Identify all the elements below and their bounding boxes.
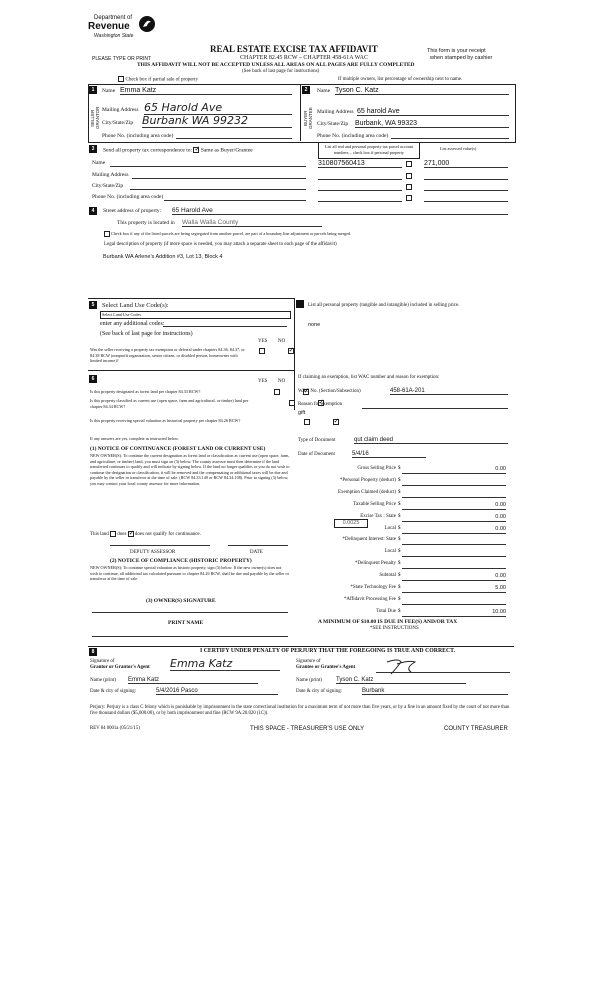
same-as-buyer-label: Same as Buyer/Grantee: [200, 147, 253, 154]
right-bottom-divider: [294, 298, 295, 410]
tax-row-value[interactable]: [402, 549, 506, 557]
parcel-header: List all real and personal property tax parcel account numbers – check box if personal property: [318, 142, 420, 159]
tax-row-dollar: $: [398, 573, 401, 579]
tax-row-label: Exemption Claimed (deduct): [337, 489, 396, 495]
s3-mailing-label: Mailing Address: [92, 172, 129, 178]
dept-line1: Department of: [94, 15, 133, 21]
tax-row-label: *Delinquent Interest: State: [342, 537, 396, 543]
same-as-buyer-checkbox[interactable]: [193, 147, 199, 153]
tax-row-dollar: $: [398, 513, 401, 519]
section-6-number: 6: [89, 375, 97, 383]
deputy-date-line[interactable]: [228, 545, 288, 546]
parcel-number-field[interactable]: [318, 190, 402, 191]
additional-codes-label: enter any additional codes:: [100, 321, 165, 327]
wac-number-field[interactable]: 458-61A-201: [390, 388, 508, 395]
assessed-value-field[interactable]: [424, 201, 508, 202]
grantor-name-label: Name (print): [90, 678, 116, 683]
tax-row-value[interactable]: 5.00: [402, 585, 506, 593]
tax-row-label: *Personal Property (deduct): [339, 477, 396, 483]
continuance-row: [90, 531, 201, 537]
seller-mailing-row: [102, 101, 292, 114]
section-5-number: 5: [89, 301, 97, 309]
qualify-label: qualify for continuance.: [152, 532, 201, 538]
s3-name-field[interactable]: [110, 166, 306, 167]
parcel-personal-checkbox[interactable]: [406, 184, 412, 190]
segregated-checkbox[interactable]: [104, 231, 110, 237]
buyer-phone-field[interactable]: [391, 138, 509, 139]
revenue-logo-icon: [138, 15, 156, 33]
print-note: PLEASE TYPE OR PRINT: [92, 56, 152, 62]
seller-phone-field[interactable]: [176, 138, 292, 139]
historic-yes-checkbox[interactable]: [304, 419, 310, 425]
form-chapter: CHAPTER 82.45 RCW – CHAPTER 458-61A WAC: [240, 55, 368, 61]
tax-row-value[interactable]: [402, 490, 506, 498]
grantor-date-field[interactable]: 5/4/2016 Pasco: [156, 688, 278, 695]
doc-type-label: Type of Document: [298, 438, 336, 443]
s3-phone-label: Phone No. (including area code): [92, 194, 164, 200]
tax-row-value[interactable]: 0.00: [402, 573, 506, 581]
left-bottom-divider: [88, 298, 294, 299]
if-yes-note: If any answers are yes, complete as instructed below.: [90, 436, 179, 441]
local-rate-box[interactable]: 0.0025: [334, 519, 368, 528]
street-label: Street address of property:: [103, 208, 162, 214]
grantee-sig-label-2: Grantee or Grantee's Agent: [296, 665, 356, 670]
tax-row-dollar: $: [398, 585, 401, 590]
rev-number: REV 84 0001a (05/21/15): [90, 726, 140, 731]
partial-sale-row: [118, 76, 198, 82]
tax-row-dollar: $: [398, 608, 401, 614]
dor-logo: [88, 15, 160, 47]
tax-row-value[interactable]: 0.00: [402, 466, 506, 474]
segregated-row: [104, 231, 351, 237]
seller-mailing-label: Mailing Address: [102, 107, 139, 113]
buyer-city-row: [317, 121, 509, 127]
perjury-notice: Perjury: Perjury is a class C felony which is punishable by imprisonment in the state correctional institution for a maximum term of not more than five years, or by a fine in an amount fixed by the court of not more than five thousand dollars ($5,000.00), or by both imprisonment and fine (RCW 9A.20.020 (1C)).: [90, 705, 510, 716]
seller-mailing-field[interactable]: 65 Harold Ave: [144, 101, 292, 115]
print-name-line[interactable]: [92, 636, 288, 637]
legal-label: Legal description of property (if more space is needed, you may attach a separate sheet to each page of the affidavit): [104, 242, 337, 247]
doc-type-field[interactable]: qut claim deed: [354, 437, 508, 444]
buyer-phone-row: [317, 133, 509, 139]
tax-row-dollar: $: [398, 477, 401, 483]
exempt-no-checkbox[interactable]: [288, 348, 294, 354]
located-field[interactable]: Walla Walla County: [182, 219, 322, 227]
s5-yes-header: YES: [258, 339, 268, 344]
buyer-city-field[interactable]: Burbank, WA 99323: [355, 120, 509, 128]
tax-row-value[interactable]: 0.00: [402, 514, 506, 522]
grantee-signature-scribble: [385, 656, 425, 676]
historic-no-checkbox[interactable]: [333, 419, 339, 425]
parcel-personal-checkbox[interactable]: [406, 195, 412, 201]
deputy-date-label: DATE: [250, 550, 263, 555]
land-use-label: Select Land Use Code(s):: [102, 302, 169, 309]
buyer-side-label: BUYER GRANTEE: [303, 107, 313, 129]
tax-row-dollar: $: [398, 561, 401, 567]
parcel-personal-checkbox[interactable]: [406, 161, 412, 167]
tax-row: [298, 526, 510, 535]
section-1-2-divider: [300, 84, 301, 141]
legal-value: Burbank WA Arlene's Addition #3, Lot 13, Block 4: [103, 254, 223, 260]
seller-name-label: Name: [102, 88, 116, 94]
send-correspondence-row: [103, 147, 253, 153]
buyer-city-label: City/State/Zip: [317, 121, 349, 127]
tax-row: [298, 514, 510, 523]
parcel-number-field[interactable]: 310807560413: [318, 160, 402, 168]
tax-row: [298, 573, 510, 582]
buyer-mailing-label: Mailing Address: [317, 109, 354, 115]
current-use-yes-checkbox[interactable]: [289, 400, 295, 406]
grantee-name-field[interactable]: Tyson C. Katz: [336, 677, 466, 684]
parcel-personal-checkbox[interactable]: [406, 173, 412, 179]
tax-row-value[interactable]: [402, 537, 506, 545]
segregated-label: Check box if any of the listed parcels are being segregated from another parcel, are part of a boundary line adjustment or parcels being merged.: [111, 231, 352, 236]
exempt-question: Was the seller receiving a property tax exemption or deferral under chapters 84.36, 84.37, or 84.38 RCW (nonprofit organization, senior citizen, or disabled person, homeowner with limited income)?: [90, 347, 245, 363]
deputy-assessor-label: DEPUTY ASSESSOR: [130, 550, 176, 555]
parcel-row: [318, 160, 508, 169]
tax-row-label: Gross Selling Price: [357, 466, 396, 471]
section-8-number: 8: [89, 648, 97, 656]
tax-row: [298, 585, 510, 594]
seller-phone-label: Phone No. (including area code): [102, 133, 174, 139]
buyer-mailing-row: [317, 109, 509, 115]
s3-city-label: City/State/Zip: [92, 183, 124, 189]
assessed-value-field[interactable]: 271,000: [424, 160, 508, 168]
receipt-note-2: when stamped by cashier: [430, 55, 493, 61]
receipt-note-1: This form is your receipt: [427, 48, 486, 54]
tax-row: [298, 478, 510, 487]
tax-row-dollar: $: [398, 537, 401, 543]
grantor-signature[interactable]: Emma Katz: [170, 657, 280, 671]
forest-question: Is this property designated as forest land per chapter 84.33 RCW?: [90, 389, 201, 394]
seller-city-label: City/State/Zip: [102, 120, 134, 126]
see-instructions-note: *SEE INSTRUCTIONS: [370, 626, 419, 631]
tax-row-label: Local: [384, 549, 396, 555]
tax-row-value[interactable]: [402, 597, 506, 605]
section-1-number: 1: [89, 86, 97, 94]
assessed-header: List assessed value(s): [440, 146, 477, 151]
assessed-value-field[interactable]: [424, 190, 508, 191]
section-2-number: 2: [302, 86, 310, 94]
tax-row-dollar: $: [398, 489, 401, 495]
buyer-name-label: Name: [317, 88, 331, 94]
multiple-owners-note: If multiple owners, list percentage of ownership next to name.: [338, 77, 463, 82]
buyer-name-field[interactable]: Tyson C. Katz: [335, 87, 509, 95]
seller-phone-row: [102, 133, 292, 139]
tax-row-value[interactable]: 0.00: [402, 502, 506, 510]
buyer-name-row: [317, 88, 509, 94]
current-use-question: Is this property classified as current use (open space, farm and agricultural, or timber) land per chapter 84.34 RCW?: [90, 398, 249, 409]
tax-row: [298, 549, 510, 558]
send-correspondence-label: Send all property tax correspondence to:: [103, 147, 193, 154]
section-7-number: [296, 300, 304, 308]
tax-row: [298, 502, 510, 511]
buyer-mailing-field[interactable]: 65 harold Ave: [357, 108, 509, 116]
form-title: REAL ESTATE EXCISE TAX AFFIDAVIT: [210, 44, 378, 54]
does-not-checkbox[interactable]: [128, 531, 134, 537]
minimum-note: A MINIMUM OF $10.00 IS DUE IN FEE(S) AND/OR TAX: [318, 619, 458, 625]
tax-row-dollar: $: [398, 596, 401, 602]
tax-row-label: *State Technology Fee: [350, 585, 396, 590]
dept-line2: Revenue: [88, 21, 130, 32]
tax-row: [298, 561, 510, 570]
street-field[interactable]: 65 Harold Ave: [172, 207, 508, 215]
reason-value: gift: [298, 410, 306, 416]
assessed-value-field[interactable]: [424, 179, 508, 180]
grantor-sig-label-2: Grantor or Grantor's Agent: [90, 665, 150, 670]
print-name-label: PRINT NAME: [168, 620, 204, 626]
grantor-date-label: Date & city of signing:: [90, 689, 137, 694]
tax-row: [298, 597, 510, 606]
s3-mailing-field[interactable]: [132, 178, 306, 179]
does-label: does: [117, 532, 127, 538]
parcel-number-field[interactable]: [318, 179, 402, 180]
wac-number-label: WAC No. (Section/Subsection): [298, 389, 361, 394]
s3-city-field[interactable]: [130, 189, 306, 190]
tax-row: [298, 466, 510, 475]
tax-row: [298, 537, 510, 546]
tax-row-dollar: $: [398, 525, 401, 531]
tax-row-label: Total Due: [376, 608, 396, 614]
tax-row: [298, 609, 510, 618]
tax-row-dollar: $: [398, 466, 401, 471]
parcel-number-field[interactable]: [318, 201, 402, 202]
reason-label: Reason for exemption: [298, 402, 343, 407]
s6-yes-header: YES: [258, 379, 268, 384]
s6-no-header: NO: [278, 379, 286, 384]
treasurer-space: THIS SPACE - TREASURER'S USE ONLY: [250, 726, 365, 732]
tax-row-label: *Delinquent Penalty: [355, 561, 396, 567]
personal-property-label: List all personal property (tangible and intangible) included in selling price.: [308, 303, 460, 308]
section-8-top-line: [88, 646, 514, 647]
notice2-text: NEW OWNER(S): To continue special valuation as historic property, sign (3) below. If the new owner(s) does not wish to continue, all additional tax calculated pursuant to chapter 84.26 RCW, shall be due and payable by the seller or transferor at the time of sale.: [90, 565, 290, 582]
owners-signature-label: (3) OWNER(S) SIGNATURE: [146, 598, 216, 604]
seller-city-field[interactable]: Burbank WA 99232: [142, 114, 292, 128]
doc-date-field[interactable]: 5/4/16: [352, 451, 426, 458]
partial-sale-label: Check box if partial sale of property: [125, 77, 198, 83]
section-3-number: 3: [89, 145, 97, 153]
partial-sale-checkbox[interactable]: [118, 76, 124, 82]
parcel-row: [318, 194, 508, 203]
s3-name-label: Name: [92, 160, 106, 166]
s5-no-header: NO: [278, 339, 286, 344]
owners-signature-line[interactable]: [92, 612, 288, 613]
tax-row-label: Taxable Selling Price: [353, 501, 396, 507]
notice2-title: (2) NOTICE OF COMPLIANCE (HISTORIC PROPERTY): [110, 558, 252, 564]
historic-question: Is this property receiving special valuation as historical property per chapter 84.26 RCW?: [90, 418, 241, 423]
additional-codes-field[interactable]: [163, 326, 287, 327]
see-back-note: (See back of last page for instructions): [242, 69, 320, 74]
s3-phone-field[interactable]: [164, 200, 306, 201]
exempt-yes-checkbox[interactable]: [259, 348, 265, 354]
tax-row-value[interactable]: [402, 478, 506, 486]
tax-row: [298, 490, 510, 499]
tax-row-dollar: $: [398, 549, 401, 555]
does-checkbox[interactable]: [110, 531, 116, 537]
tax-row-dollar: $: [398, 501, 401, 507]
tax-row-label: *Affidavit Processing Fee: [343, 596, 396, 602]
tax-row-value[interactable]: 0.00: [402, 526, 506, 534]
county-treasurer: COUNTY TREASURER: [444, 726, 508, 732]
land-use-select[interactable]: Select Land Use Codes: [100, 311, 291, 319]
located-label: This property is located in: [117, 220, 175, 226]
tax-row-value[interactable]: 10.00: [402, 609, 506, 617]
tax-row-label: Subtotal: [379, 573, 396, 579]
s6-top-divider: [88, 370, 294, 371]
notice1-title: (1) NOTICE OF CONTINUANCE (FOREST LAND OR CURRENT USE): [90, 446, 266, 452]
deputy-assessor-line[interactable]: [110, 545, 210, 546]
personal-property-value: none: [308, 322, 321, 328]
wac-claim-label: If claiming an exemption, list WAC number and reason for exemption:: [298, 375, 440, 380]
notice1-text: NEW OWNER(S): To continue the current designation as forest land or classification as current use (open space, farm, and agriculture, or timber) land, you must sign on (3) below. The county assessor must then determine if the land transferred continues to qualify and will indicate by signing below. If the land no longer qualifies or you do not wish to continue the designation or classification, it will be removed and the compensating or additional taxes will be due and payable by the seller or transferor at the time of sale. (RCW 84.33.140 or RCW 84.34.108). Prior to signing (3) below, you may contact your local county assessor for more information.: [90, 453, 290, 486]
section-4-number: 4: [89, 207, 97, 215]
grantee-date-field[interactable]: Burbank: [362, 688, 508, 695]
tax-row-label: Local: [384, 525, 396, 531]
reason-field[interactable]: [362, 408, 508, 409]
grantor-name-field[interactable]: Emma Katz: [128, 677, 258, 684]
buyer-phone-label: Phone No. (including area code): [317, 133, 389, 139]
parcel-row: [318, 172, 508, 181]
does-not-label: does not: [134, 532, 152, 538]
seller-name-field[interactable]: Emma Katz: [120, 87, 292, 95]
land-use-see-back: (See back of last page for instructions): [100, 331, 193, 337]
this-land-label: This land: [90, 532, 109, 538]
grantee-date-label: Date & city of signing:: [296, 689, 343, 694]
tax-row-value[interactable]: [402, 561, 506, 569]
parcel-row: [318, 183, 508, 192]
grantee-name-label: Name (print): [296, 678, 322, 683]
seller-city-row: [102, 114, 292, 127]
dept-line3: Washington State: [94, 33, 134, 39]
seller-side-label: SELLER GRANTOR: [90, 106, 100, 130]
seller-name-row: [102, 88, 292, 94]
form-warning: THIS AFFIDAVIT WILL NOT BE ACCEPTED UNLESS ALL AREAS ON ALL PAGES ARE FULLY COMPLETED: [137, 62, 415, 68]
doc-date-label: Date of Document: [298, 452, 335, 457]
forest-yes-checkbox[interactable]: [274, 389, 280, 395]
grantor-sig-label-1: Signature of: [90, 659, 115, 664]
grantee-sig-label-1: Signature of: [296, 659, 321, 664]
certify-statement: I CERTIFY UNDER PENALTY OF PERJURY THAT THE FOREGOING IS TRUE AND CORRECT.: [200, 648, 456, 654]
tax-row-label: Excise Tax : State: [360, 513, 396, 519]
